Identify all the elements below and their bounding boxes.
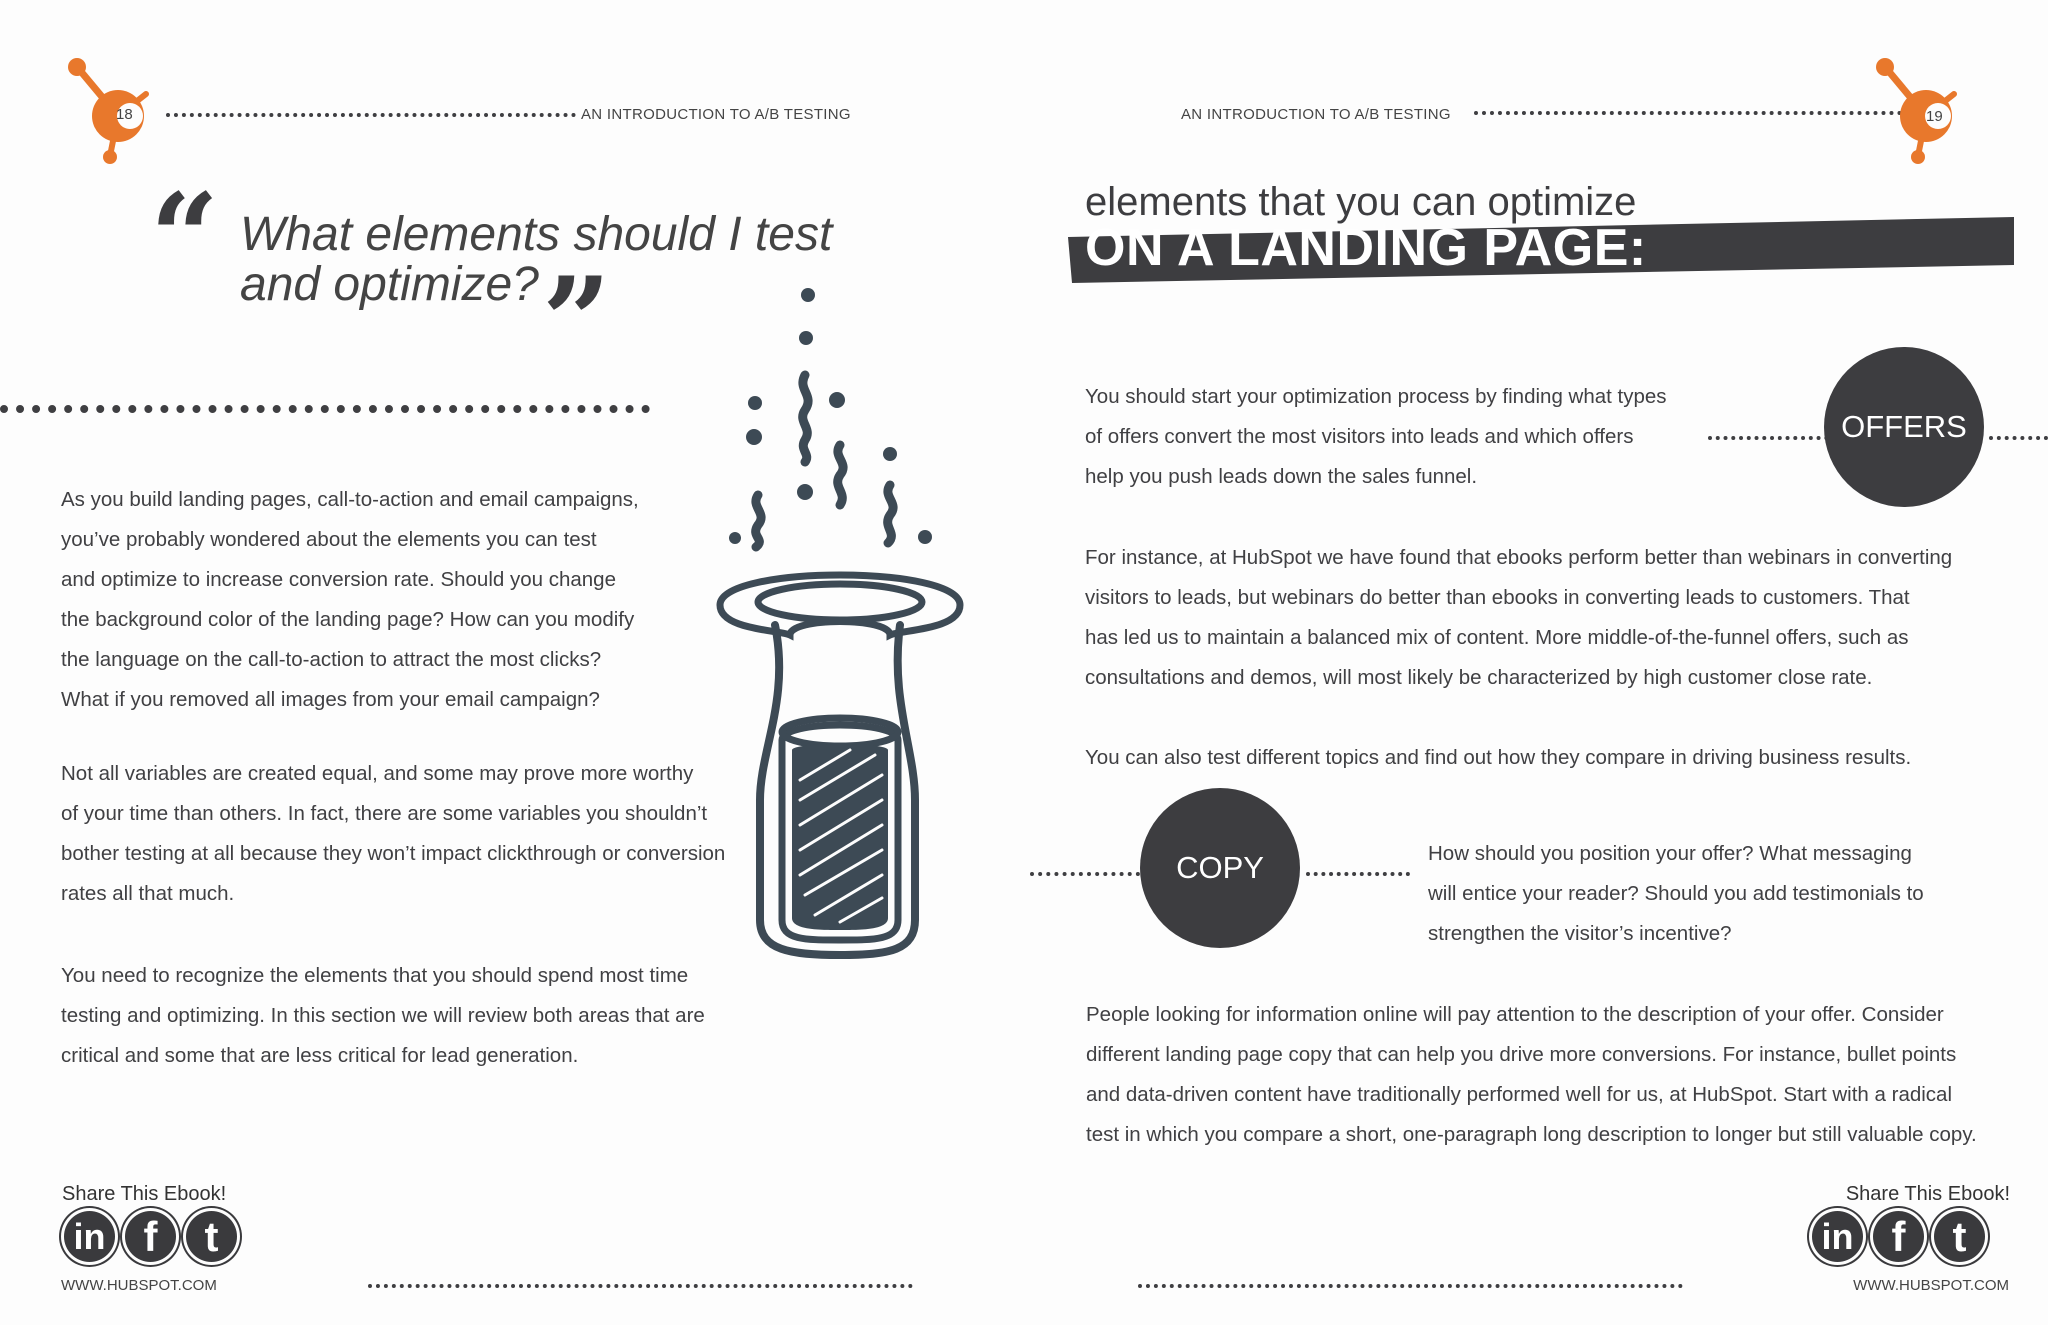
website-link[interactable]: WWW.HUBSPOT.COM bbox=[1853, 1277, 2009, 1294]
offers-badge: OFFERS bbox=[1824, 347, 1984, 507]
text-line: bother testing at all because they won’t impact clickthrough or conversion bbox=[61, 842, 726, 865]
text-line: You need to recognize the elements that you should spend most time bbox=[61, 964, 689, 987]
text-line: and optimize to increase conversion rate. Should you change bbox=[61, 568, 616, 591]
offers-paragraph bbox=[1085, 377, 1685, 497]
text-line: critical and some that are less critical for lead generation. bbox=[61, 1044, 579, 1067]
section-divider bbox=[0, 405, 650, 413]
linkedin-icon[interactable]: in bbox=[1809, 1208, 1866, 1265]
header-divider bbox=[166, 113, 576, 117]
intro-paragraph bbox=[61, 480, 741, 720]
text-line: consultations and demos, will most likely be characterized by high customer close rate. bbox=[1085, 666, 1873, 689]
twitter-icon[interactable]: t bbox=[1931, 1208, 1988, 1265]
text-line: People looking for information online will pay attention to the description of your offer. Consider bbox=[1086, 1003, 1944, 1026]
text-line: rates all that much. bbox=[61, 882, 235, 905]
text-line: What if you removed all images from your email campaign? bbox=[61, 688, 600, 711]
recognize-paragraph bbox=[61, 956, 781, 1076]
text-line: different landing page copy that can help you drive more conversions. For instance, bullet points bbox=[1086, 1043, 1957, 1066]
footer-divider bbox=[1138, 1284, 1683, 1288]
text-line: the language on the call-to-action to attract the most clicks? bbox=[61, 648, 602, 671]
text-line: the background color of the landing page? How can you modify bbox=[61, 608, 635, 631]
text-line: strengthen the visitor’s incentive? bbox=[1428, 922, 1732, 945]
variables-paragraph bbox=[61, 754, 781, 914]
text-line: How should you position your offer? What messaging bbox=[1428, 842, 1912, 865]
website-link[interactable]: WWW.HUBSPOT.COM bbox=[61, 1277, 217, 1294]
quote-open-icon: “ bbox=[150, 167, 220, 308]
copy-divider-left bbox=[1030, 872, 1140, 876]
facebook-icon[interactable]: f bbox=[122, 1208, 179, 1265]
page-number: 19 bbox=[1926, 108, 1943, 125]
question-line-1: What elements should I test bbox=[240, 208, 833, 261]
text-line: testing and optimizing. In this section we will review both areas that are bbox=[61, 1004, 705, 1027]
text-line: test in which you compare a short, one-paragraph long description to longer but still valuable copy. bbox=[1086, 1123, 1977, 1146]
text-line: help you push leads down the sales funnel. bbox=[1085, 465, 1478, 488]
share-label: Share This Ebook! bbox=[62, 1183, 227, 1205]
topics-paragraph bbox=[1085, 738, 2025, 778]
running-head: AN INTRODUCTION TO A/B TESTING bbox=[581, 106, 851, 123]
text-line: You can also test different topics and find out how they compare in driving business results. bbox=[1085, 746, 1912, 769]
header-divider bbox=[1474, 111, 1910, 115]
facebook-icon[interactable]: f bbox=[1870, 1208, 1927, 1265]
text-line: For instance, at HubSpot we have found that ebooks perform better than webinars in converting bbox=[1085, 546, 1953, 569]
question-line-2: and optimize? bbox=[240, 258, 539, 311]
footer-divider bbox=[368, 1284, 913, 1288]
text-line: you’ve probably wondered about the elements you can test bbox=[61, 528, 597, 551]
offers-divider-right bbox=[1989, 436, 2048, 440]
share-label: Share This Ebook! bbox=[1845, 1183, 2010, 1205]
people-paragraph bbox=[1086, 995, 2036, 1155]
copy-divider-right bbox=[1306, 872, 1410, 876]
text-line: Not all variables are created equal, and some may prove more worthy bbox=[61, 762, 694, 785]
copy-paragraph bbox=[1428, 834, 2008, 954]
text-line: You should start your optimization process by finding what types bbox=[1085, 385, 1667, 408]
text-line: and data-driven content have traditionally performed well for us, at HubSpot. Start with a radical bbox=[1086, 1083, 1953, 1106]
instance-paragraph bbox=[1085, 538, 2025, 698]
text-line: of your time than others. In fact, there are some variables you shouldn’t bbox=[61, 802, 708, 825]
twitter-icon[interactable]: t bbox=[183, 1208, 240, 1265]
text-line: of offers convert the most visitors into leads and which offers bbox=[1085, 425, 1634, 448]
linkedin-icon[interactable]: in bbox=[61, 1208, 118, 1265]
hubspot-sprocket-icon bbox=[60, 56, 150, 166]
running-head: AN INTRODUCTION TO A/B TESTING bbox=[1181, 106, 1451, 123]
title-line-1: elements that you can optimize bbox=[1085, 180, 1637, 224]
copy-badge: COPY bbox=[1140, 788, 1300, 948]
title-line-2: ON A LANDING PAGE: bbox=[1085, 219, 1647, 277]
page-number: 18 bbox=[116, 106, 133, 123]
text-line: visitors to leads, but webinars do better than ebooks in converting leads to customers. That bbox=[1085, 586, 1910, 609]
quote-close-icon: ” bbox=[542, 251, 612, 392]
page-19 bbox=[1024, 0, 2048, 1325]
text-line: As you build landing pages, call-to-action and email campaigns, bbox=[61, 488, 639, 511]
text-line: will entice your reader? Should you add testimonials to bbox=[1428, 882, 1924, 905]
hubspot-sprocket-icon bbox=[1868, 56, 1958, 166]
text-line: has led us to maintain a balanced mix of content. More middle-of-the-funnel offers, such as bbox=[1085, 626, 1909, 649]
test-tube-icon bbox=[700, 280, 980, 960]
